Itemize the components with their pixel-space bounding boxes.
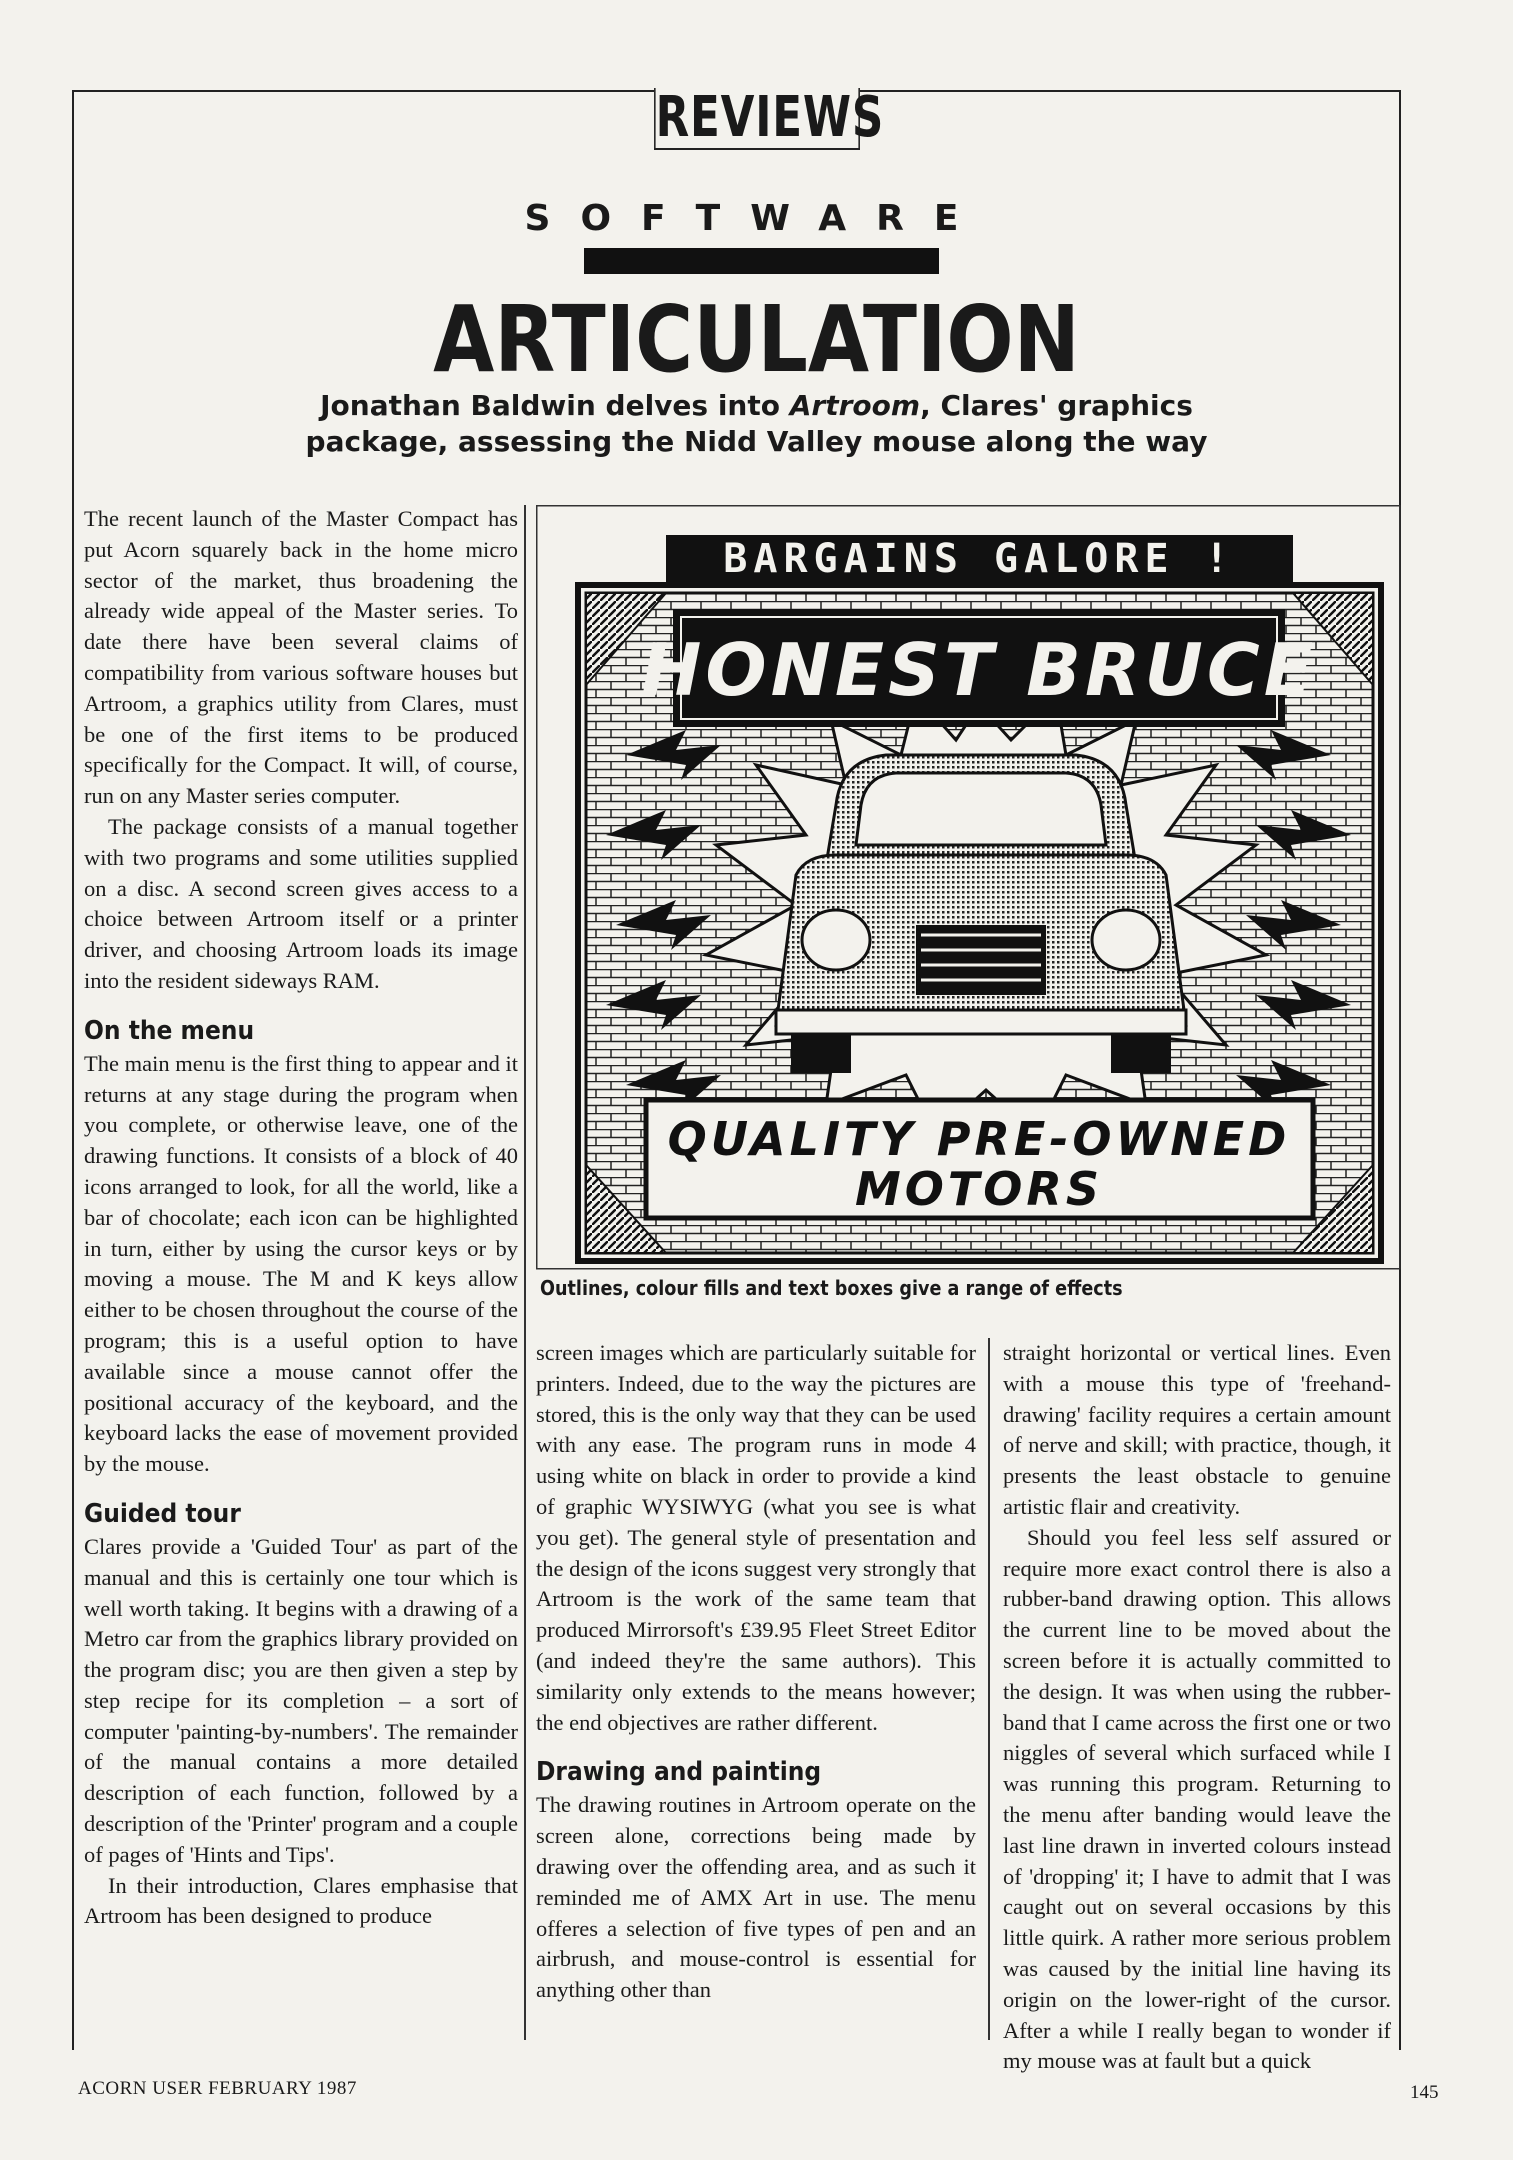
- headline: ARTICULATION: [433, 286, 1080, 393]
- figure-honest-bruce: [536, 505, 1401, 1270]
- page-number: 145: [1410, 2082, 1439, 2103]
- paragraph: The drawing routines in Artroom operate on the screen alone, corrections being made by drawing over the offending area, and as such it reminded me of AMX Art in use. The menu offeres a selection of five types of pen and an airbrush, and mouse-control is essential for anything other than: [536, 1792, 976, 2003]
- figure-illustration: [536, 505, 1401, 1270]
- standfirst: Jonathan Baldwin delves into Artroom, Clares' graphics package, assessing the Nidd Valley mouse along the way: [305, 389, 1208, 458]
- paragraph: In their introduction, Clares emphasise that Artroom has been designed to produce: [84, 1872, 518, 1929]
- banner-top-text: BARGAINS GALORE !: [723, 536, 1235, 582]
- column-2: [536, 1338, 976, 2006]
- figure-caption: Outlines, colour fills and text boxes give a range of effects: [540, 1276, 1123, 1300]
- section-badge: REVIEWS: [655, 85, 885, 150]
- subheading-guided-tour: Guided tour: [84, 1498, 241, 1529]
- paragraph: Clares provide a 'Guided Tour' as part of the manual and this is certainly one tour which is well worth taking. It begins with a drawing of a Metro car from the graphics library provided on the program disc; you are then given a step by step recipe for its completion – a sort of computer 'painting-by-numbers'. The remainder of the manual contains a more detailed description of each function, followed by a description of the 'Printer' program and a couple of pages of 'Hints and Tips'.: [84, 1533, 518, 1867]
- subheading-drawing-and-painting: Drawing and painting: [536, 1757, 822, 1788]
- paragraph: The package consists of a manual together with two programs and some utilities supplied on a disc. A second screen gives access to a choice between Artroom itself or a printer driver, and choosing Artroom loads its image into the resident sideways RAM.: [84, 813, 518, 993]
- column-1: [84, 504, 518, 1932]
- sign-line-2: MOTORS: [855, 1162, 1103, 1216]
- paragraph: The main menu is the first thing to appear and it returns at any stage during the program when you complete, or otherwise leave, one of the drawing functions. It consists of a block of 40 icons arranged to look, for all the world, like a bar of chocolate; each icon can be highlighted in turn, either by using the cursor keys or by moving a mouse. The M and K keys allow either to be chosen throughout the course of the program; this is a useful option to have available since a mouse cannot offer the positional accuracy of the keyboard, and the keyboard lacks the ease of movement provided by the mouse.: [84, 1050, 518, 1477]
- kicker: SOFTWARE: [524, 198, 989, 239]
- page-frame-left: [72, 90, 74, 2050]
- paragraph: screen images which are particularly suitable for printers. Indeed, due to the way the pictures are stored, this is the only way that they can be used with any ease. The program runs in mode 4 using white on black in order to provide a kind of graphic WYSIWYG (what you see is what you get). The general style of presentation and the design of the icons suggest very strongly that Artroom is the work of the same team that produced Mirrorsoft's £39.95 Fleet Street Editor (and indeed they're the same authors). This similarity only extends to the means however; the end objectives are rather different.: [536, 1340, 976, 1735]
- column-rule: [524, 505, 526, 2040]
- paragraph: The recent launch of the Master Compact has put Acorn squarely back in the home micro sector of the market, thus broadening the already wide appeal of the Master series. To date there have been several claims of compatibility from various software houses but Artroom, a graphics utility from Clares, must be one of the first items to be produced specifically for the Compact. It will, of course, run on any Master series computer.: [84, 506, 518, 809]
- car-illustration: [776, 755, 1186, 1073]
- column-3: [1003, 1338, 1391, 2077]
- paragraph: Should you feel less self assured or require more exact control there is also a rubber-band drawing option. This allows the current line to be moved about the screen before it is actually committed to the design. It was when using the rubber-band that I came across the first one or two niggles of several which surfaced while I was running this program. Returning to the menu after banding would leave the last line drawn in inverted colours instead of 'dropping' it; I have to admit that I was caught out on several occasions by this little quirk. A rather more serious problem was caused by the initial line having its origin on the lower-right of the cursor. After a while I really began to wonder if my mouse was at fault but a quick: [1003, 1524, 1391, 2074]
- sign-line-1: QUALITY PRE-OWNED: [667, 1112, 1291, 1166]
- subheading-on-the-menu: On the menu: [84, 1015, 255, 1046]
- sign-title-text: HONEST BRUCE: [641, 628, 1317, 712]
- footer-publication: ACORN USER FEBRUARY 1987: [78, 2078, 357, 2099]
- kicker-bar: [584, 248, 939, 274]
- column-rule: [988, 1338, 990, 2040]
- paragraph: straight horizontal or vertical lines. Even with a mouse this type of 'freehand-drawing' facility requires a certain amount of nerve and skill; with practice, though, it presents the least obstacle to genuine artistic flair and creativity.: [1003, 1340, 1391, 1519]
